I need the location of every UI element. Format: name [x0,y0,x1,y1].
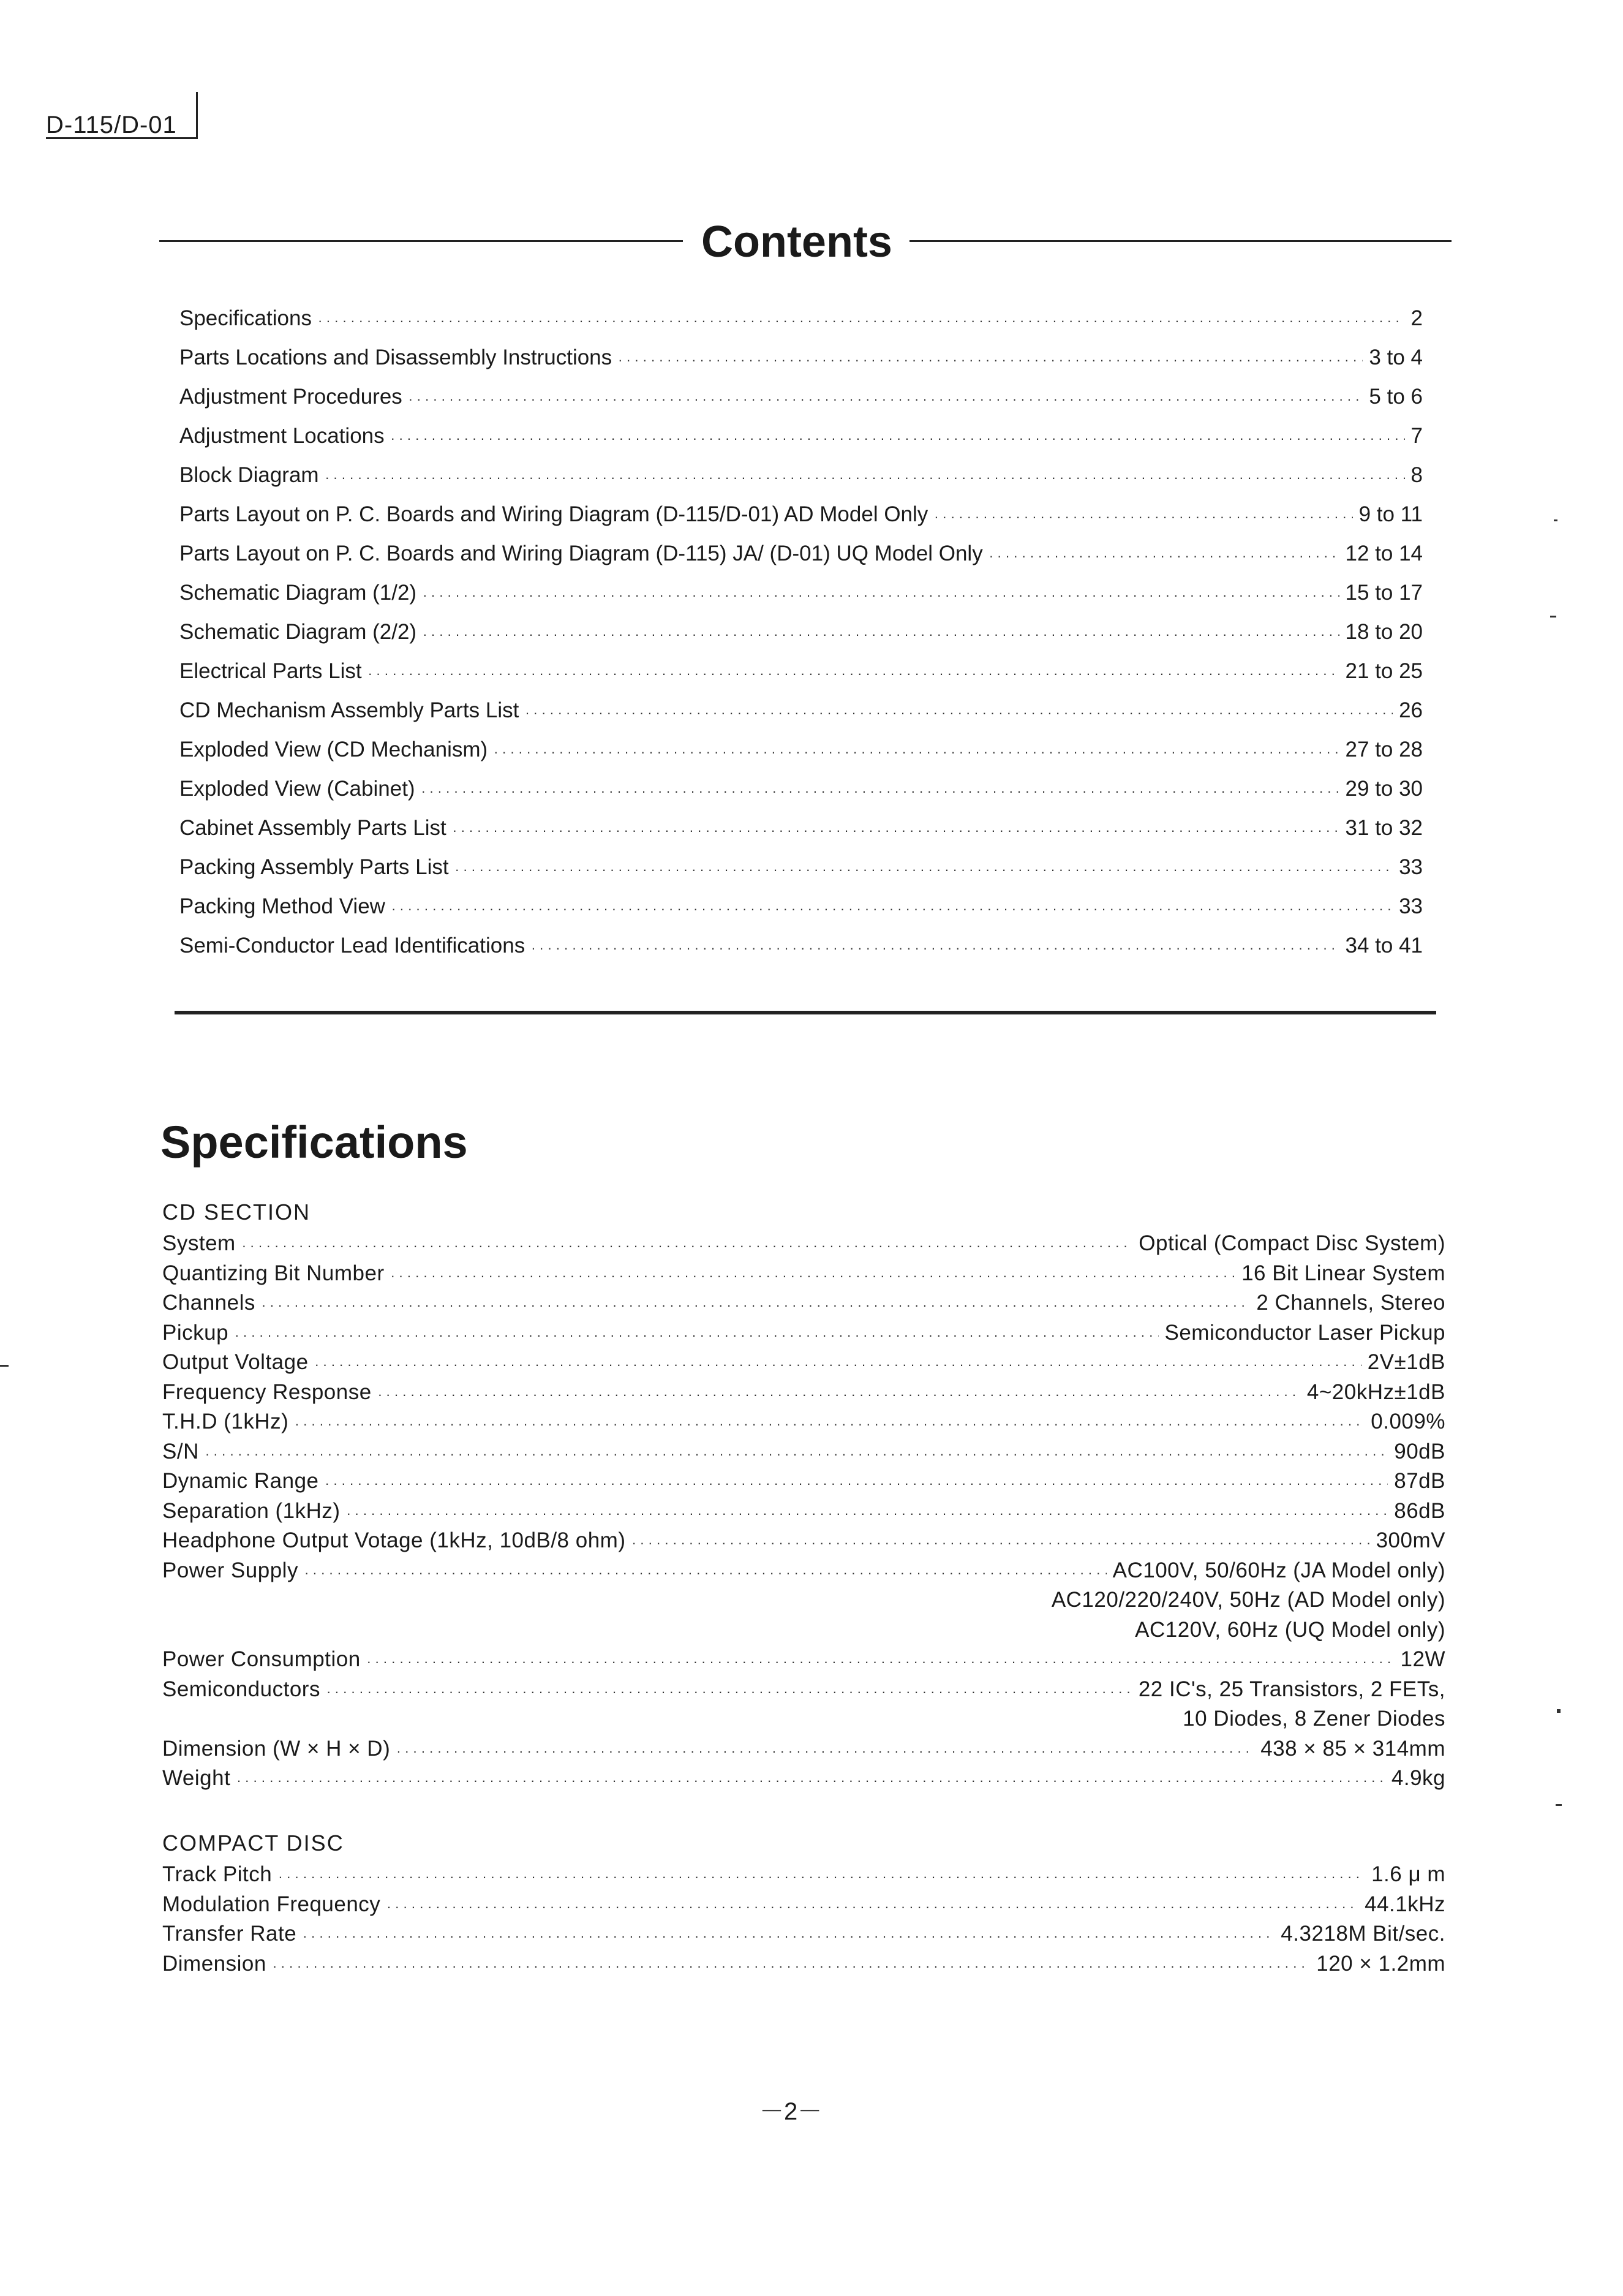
toc-entry [179,777,1423,816]
cd-section-heading: CD SECTION [162,1199,311,1225]
spec-value: Optical (Compact Disc System) [1139,1231,1445,1255]
page-number: －2－ [759,2098,823,2125]
toc-entry-page: 12 to 14 [1345,542,1423,565]
cd-section-spec-list [162,1231,1445,1796]
contents-title: Contents [701,217,892,266]
dot-leader [618,352,1363,368]
dot-leader [236,1773,1385,1789]
spec-row [162,1558,1445,1588]
toc-entry-page: 27 to 28 [1345,738,1423,761]
spec-row [162,1291,1445,1321]
spec-row [162,1380,1445,1410]
toc-entry-label: Adjustment Procedures [179,385,402,409]
spec-value: 87dB [1394,1469,1445,1493]
contents-heading-bar [159,211,1452,273]
toc-entry [179,934,1423,973]
spec-label: Dimension [162,1951,266,1976]
toc-entry [179,659,1423,698]
spec-label: Track Pitch [162,1862,273,1886]
toc-entry [179,424,1423,463]
dot-leader [396,1743,1254,1759]
spec-value-continuation: AC120V, 60Hz (UQ Model only) [1135,1617,1445,1642]
spec-row [162,1528,1445,1558]
dot-leader [423,587,1339,603]
specifications-title: Specifications [160,1117,468,1168]
toc-entry-label: Schematic Diagram (2/2) [179,620,417,644]
spec-value: 4~20kHz±1dB [1306,1380,1445,1404]
spec-value: 86dB [1394,1498,1445,1523]
toc-entry-page: 26 [1399,698,1423,722]
spec-row [162,1766,1445,1796]
dot-leader [205,1446,1388,1462]
toc-entry-page: 34 to 41 [1345,934,1423,957]
spec-row [162,1892,1445,1922]
dot-leader [325,1476,1388,1492]
spec-value: 120 × 1.2mm [1316,1951,1445,1976]
spec-row [162,1231,1445,1261]
toc-entry [179,738,1423,777]
toc-entry-label: Cabinet Assembly Parts List [179,816,446,840]
spec-label: Pickup [162,1320,229,1345]
heading-rule-right [909,240,1452,242]
dot-leader [318,313,1405,329]
scan-speck [1557,1709,1561,1713]
toc-entry-page: 2 [1410,306,1423,330]
dot-leader [391,431,1405,447]
toc-entry-page: 7 [1410,424,1423,448]
spec-value-continuation: 10 Diodes, 8 Zener Diodes [1183,1707,1445,1731]
spec-value: Semiconductor Laser Pickup [1164,1320,1445,1345]
heading-rule-left [159,240,683,242]
dot-leader [453,823,1339,839]
dot-leader [386,1899,1358,1915]
spec-value: 438 × 85 × 314mm [1260,1736,1445,1761]
toc-entry-page: 3 to 4 [1369,346,1423,369]
spec-value: 300mV [1376,1528,1445,1552]
toc-entry [179,816,1423,855]
spec-row [162,1499,1445,1529]
dot-leader [242,1238,1133,1254]
toc-entry-page: 31 to 32 [1345,816,1423,840]
toc-entry-label: Schematic Diagram (1/2) [179,581,417,605]
toc-entry-page: 21 to 25 [1345,659,1423,683]
dot-leader [423,627,1339,643]
toc-entry-label: Specifications [179,306,312,330]
spec-value: 16 Bit Linear System [1241,1261,1445,1285]
spec-label: Channels [162,1291,255,1315]
toc-entry [179,855,1423,894]
spec-label: Frequency Response [162,1380,372,1404]
dot-leader [989,548,1339,564]
spec-label: Semiconductors [162,1677,320,1701]
toc-entry [179,581,1423,620]
dot-leader [325,470,1405,486]
spec-value: 2 Channels, Stereo [1256,1291,1445,1315]
spec-label: System [162,1231,236,1255]
toc-entry-label: Exploded View (CD Mechanism) [179,738,488,761]
toc-entry-label: Exploded View (Cabinet) [179,777,415,801]
spec-value: 2V±1dB [1367,1350,1445,1374]
scan-speck [1554,519,1557,521]
spec-row [162,1647,1445,1677]
spec-row [162,1321,1445,1351]
dot-leader [391,901,1393,917]
toc-entry-label: Parts Layout on P. C. Boards and Wiring Diagram (D-115/D-01) AD Model Only [179,502,928,526]
dot-leader [303,1928,1275,1944]
spec-row [162,1410,1445,1440]
dot-leader [934,509,1352,525]
scan-speck [1550,616,1556,617]
dot-leader [295,1416,1365,1432]
compact-disc-heading: COMPACT DISC [162,1830,344,1856]
toc-entry [179,385,1423,424]
dot-leader [531,940,1339,956]
spec-value: 12W [1400,1647,1445,1671]
scan-speck [1556,1804,1562,1806]
table-of-contents [179,306,1423,973]
spec-label: Weight [162,1766,231,1790]
toc-entry-page: 5 to 6 [1369,385,1423,409]
toc-entry [179,463,1423,502]
dot-leader [367,1654,1395,1670]
spec-label: T.H.D (1kHz) [162,1410,289,1433]
toc-entry-page: 8 [1410,463,1423,487]
toc-entry-page: 33 [1399,855,1423,879]
spec-row [162,1440,1445,1470]
toc-entry-label: Electrical Parts List [179,659,362,683]
spec-row [162,1350,1445,1380]
dot-leader [378,1387,1301,1403]
toc-entry [179,502,1423,542]
dot-leader [278,1869,1365,1885]
toc-entry [179,698,1423,738]
toc-entry-label: Adjustment Locations [179,424,385,448]
dot-leader [494,744,1339,760]
spec-row [162,1952,1445,1982]
toc-entry-label: Packing Assembly Parts List [179,855,449,879]
toc-entry-page: 18 to 20 [1345,620,1423,644]
dot-leader [525,705,1393,721]
spec-row [162,1261,1445,1291]
spec-value: 1.6 μ m [1371,1862,1445,1886]
scan-speck [0,1365,9,1367]
spec-label: Transfer Rate [162,1922,297,1946]
toc-entry-page: 33 [1399,894,1423,918]
spec-label: Dimension (W × H × D) [162,1736,391,1761]
toc-entry-label: Packing Method View [179,894,385,918]
spec-label: Power Consumption [162,1647,361,1671]
toc-entry-label: Block Diagram [179,463,319,487]
dot-leader [235,1327,1158,1343]
spec-value: AC100V, 50/60Hz (JA Model only) [1112,1558,1445,1582]
dot-leader [326,1684,1132,1700]
toc-entry-page: 29 to 30 [1345,777,1423,801]
spec-value: 22 IC's, 25 Transistors, 2 FETs, [1138,1677,1445,1701]
spec-label: Headphone Output Votage (1kHz, 10dB/8 ohm) [162,1528,626,1552]
spec-row [162,1922,1445,1952]
dot-leader [262,1297,1250,1313]
toc-entry-label: CD Mechanism Assembly Parts List [179,698,519,722]
dot-leader [347,1506,1388,1522]
dot-leader [273,1958,1310,1974]
spec-label: Dynamic Range [162,1469,319,1493]
dot-leader [631,1535,1369,1551]
spec-value: 0.009% [1371,1410,1445,1433]
toc-entry [179,620,1423,659]
dot-leader [409,391,1363,407]
toc-entry [179,894,1423,934]
spec-row [162,1737,1445,1767]
toc-entry-page: 9 to 11 [1358,502,1423,526]
spec-row [162,1862,1445,1892]
contents-bottom-rule [175,1011,1436,1014]
spec-label: Output Voltage [162,1350,309,1374]
dot-leader [304,1565,1107,1581]
model-code: D-115/D-01 [46,111,177,138]
toc-entry-page: 15 to 17 [1345,581,1423,605]
toc-entry [179,346,1423,385]
dot-leader [315,1357,1361,1373]
toc-entry-label: Parts Layout on P. C. Boards and Wiring Diagram (D-115) JA/ (D-01) UQ Model Only [179,542,983,565]
spec-value: 90dB [1394,1439,1445,1463]
dot-leader [391,1268,1235,1284]
spec-row [162,1469,1445,1499]
spec-label: Separation (1kHz) [162,1498,341,1523]
spec-label: Power Supply [162,1558,298,1582]
spec-row [162,1677,1445,1707]
spec-value-continuation: AC120/220/240V, 50Hz (AD Model only) [1051,1588,1445,1612]
toc-entry-label: Parts Locations and Disassembly Instructions [179,346,612,369]
toc-entry [179,306,1423,346]
dot-leader [368,666,1339,682]
toc-entry [179,542,1423,581]
dot-leader [455,862,1393,878]
spec-label: S/N [162,1439,199,1463]
spec-value: 4.3218M Bit/sec. [1281,1922,1445,1946]
dot-leader [421,784,1339,799]
spec-label: Modulation Frequency [162,1892,381,1916]
spec-value: 44.1kHz [1365,1892,1445,1916]
compact-disc-spec-list [162,1862,1445,1981]
toc-entry-label: Semi-Conductor Lead Identifications [179,934,525,957]
spec-label: Quantizing Bit Number [162,1261,385,1285]
spec-value: 4.9kg [1391,1766,1445,1790]
